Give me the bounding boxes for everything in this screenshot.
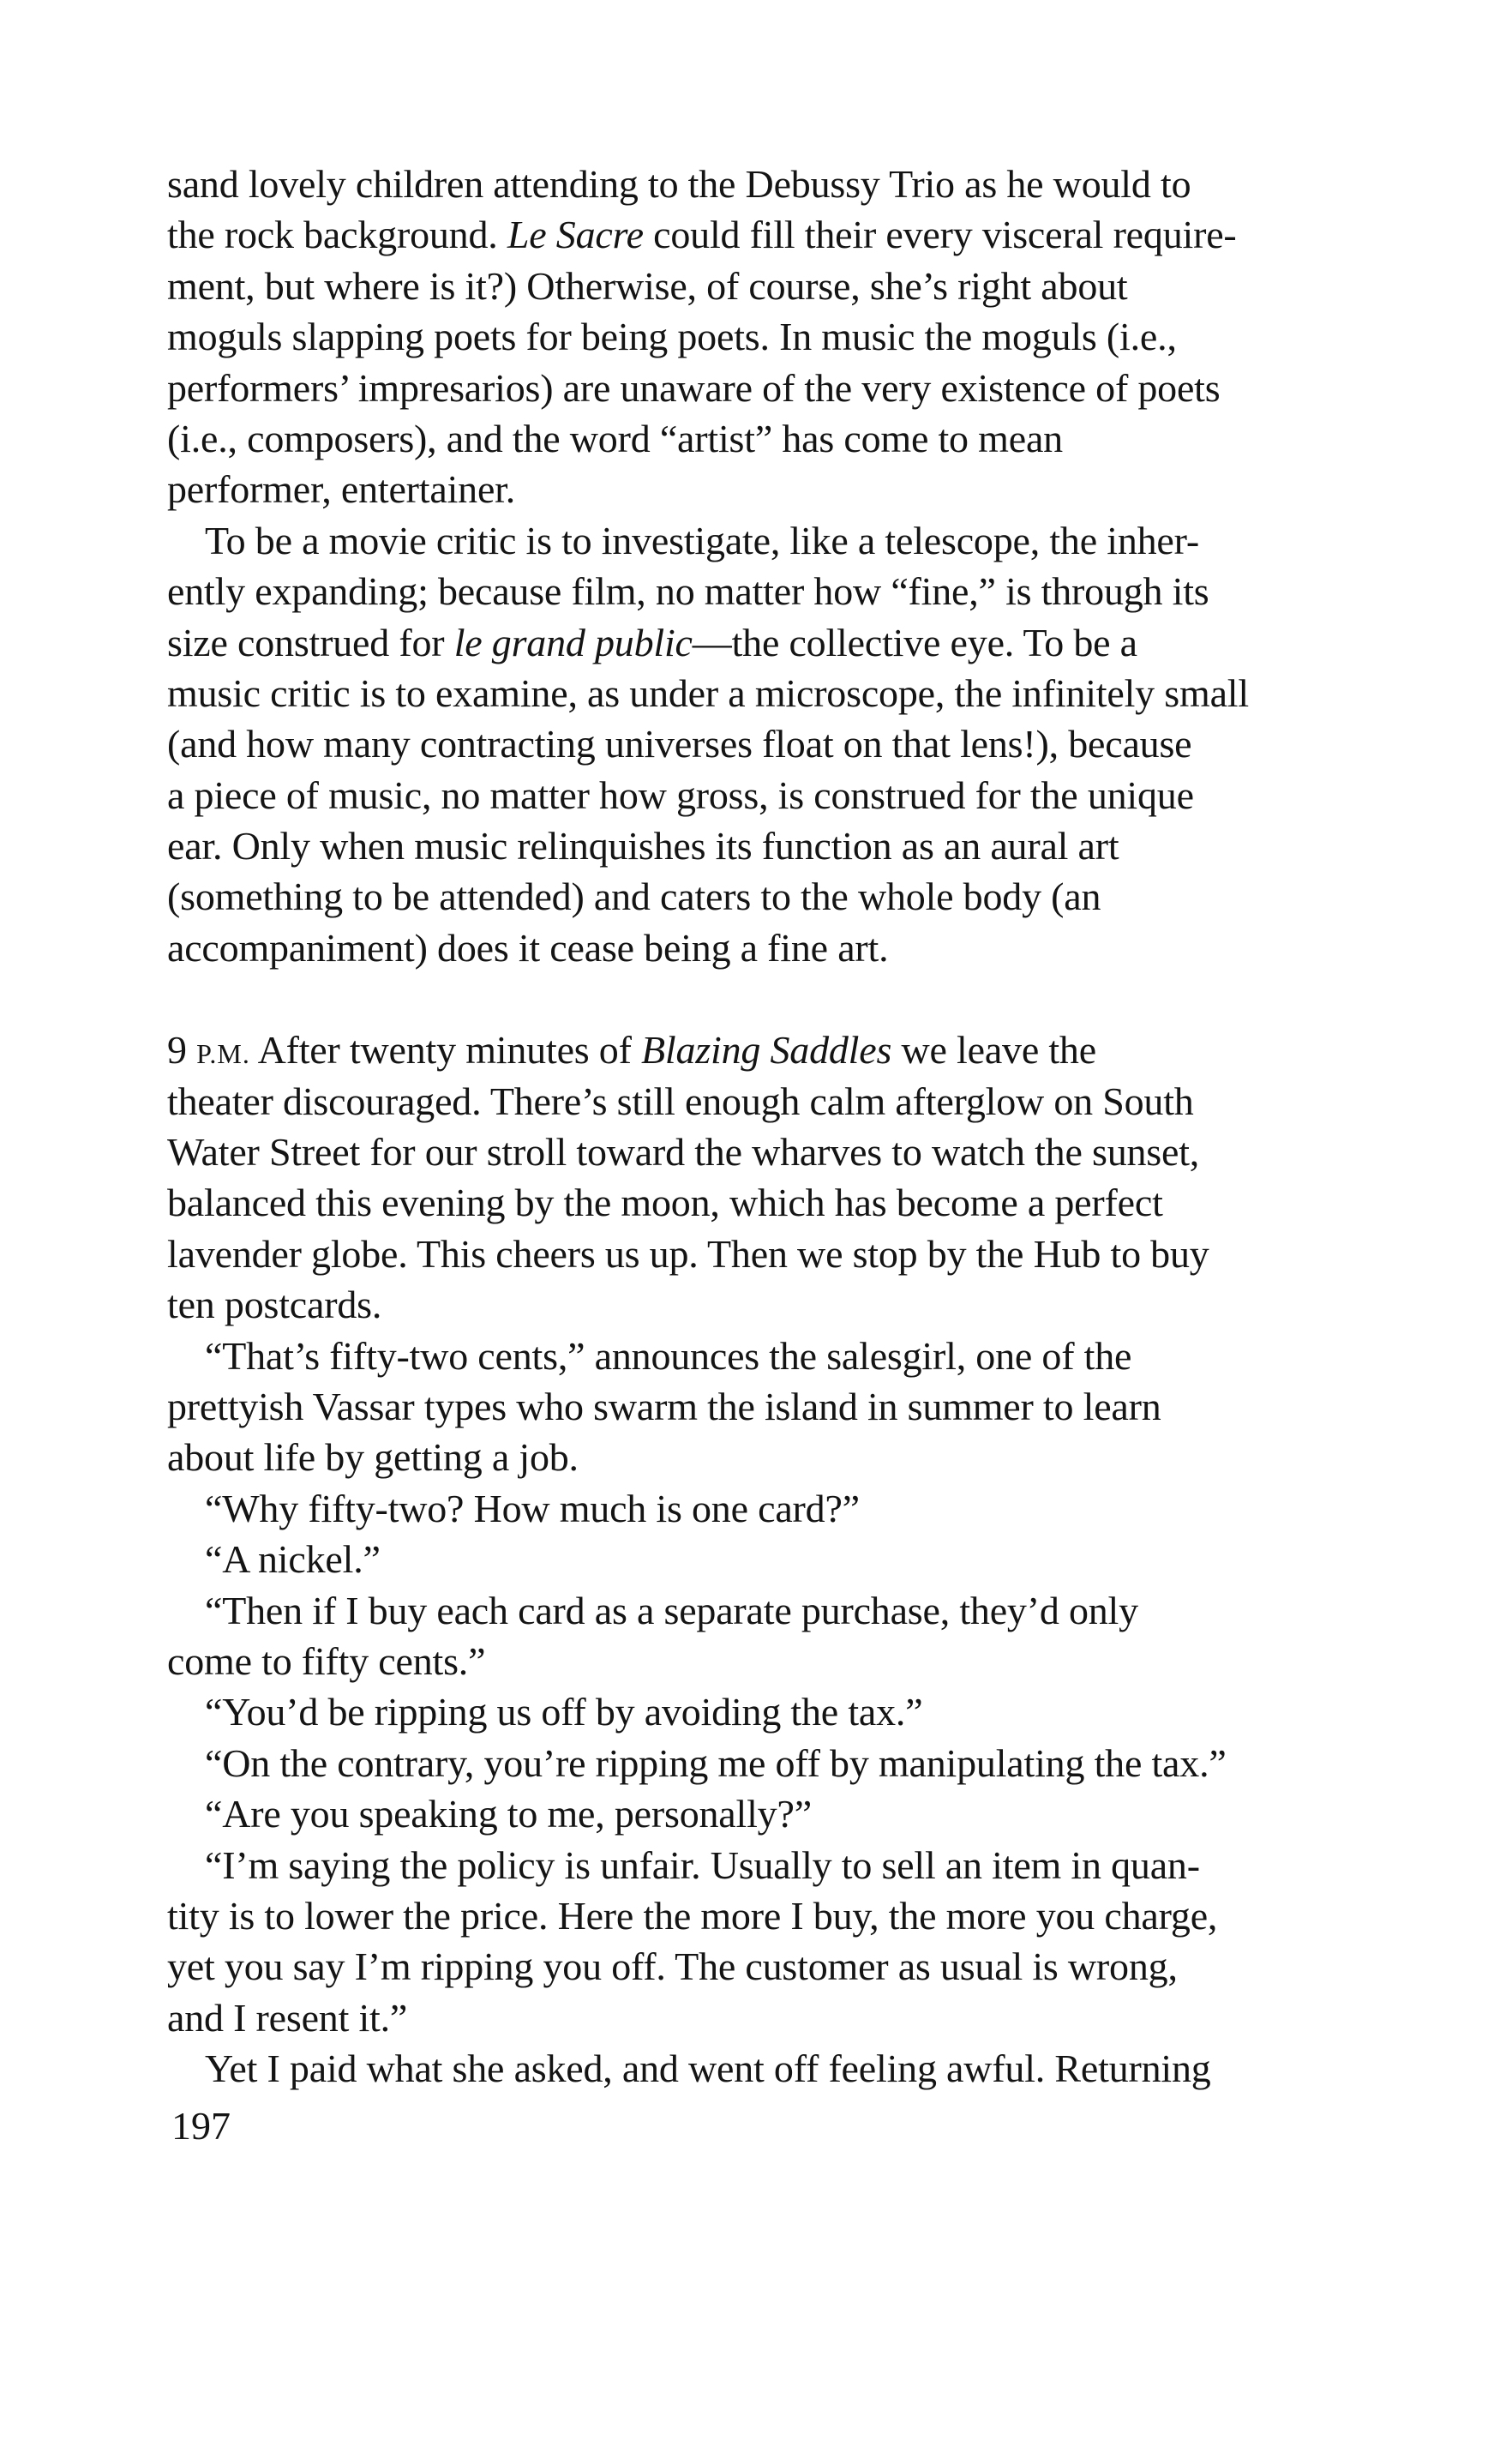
italic-title: Blazing Saddles bbox=[641, 1028, 892, 1073]
dialogue bbox=[167, 1331, 1333, 2094]
text-line: To be a movie critic is to investigate, like a telescope, the inher- bbox=[205, 518, 1199, 562]
text-span: the rock background. bbox=[167, 213, 507, 257]
text-line: ear. Only when music relinquishes its function as an aural art bbox=[167, 824, 1119, 868]
paragraph-1 bbox=[167, 159, 1333, 515]
page-body bbox=[167, 159, 1333, 2094]
italic-phrase: le grand public bbox=[453, 620, 693, 664]
text-line: “You’d be ripping us off by avoiding the tax.” bbox=[205, 1690, 923, 1734]
text-span: After twenty minutes of bbox=[249, 1028, 642, 1073]
text-line: “Why fifty-two? How much is one card?” bbox=[205, 1486, 860, 1530]
time-small-caps: P.M. bbox=[196, 1038, 250, 1070]
text-line: tity is to lower the price. Here the more I buy, the more you charge, bbox=[167, 1893, 1218, 1938]
text-line bbox=[167, 1025, 1333, 1075]
text-span: could fill their every visceral require- bbox=[643, 213, 1237, 257]
text-line: (something to be attended) and caters to the whole body (an bbox=[167, 874, 1101, 919]
text-span: we leave the bbox=[891, 1028, 1096, 1073]
text-line: lavender globe. This cheers us up. Then we stop by the Hub to buy bbox=[167, 1231, 1209, 1276]
text-line: (and how many contracting universes float on that lens!), because bbox=[167, 722, 1192, 766]
text-line: yet you say I’m ripping you off. The customer as usual is wrong, bbox=[167, 1944, 1178, 1989]
text-line: ently expanding; because film, no matter how “fine,” is through its bbox=[167, 569, 1209, 614]
paragraph-2 bbox=[167, 515, 1333, 974]
text-line bbox=[167, 617, 1333, 668]
text-line: ten postcards. bbox=[167, 1283, 382, 1327]
section-break bbox=[167, 973, 1333, 1025]
text-line: performer, entertainer. bbox=[167, 467, 516, 512]
page-number: 197 bbox=[171, 2104, 231, 2148]
paragraph-3 bbox=[167, 1025, 1333, 1330]
text-line: “On the contrary, you’re ripping me off by manipulating the tax.” bbox=[205, 1740, 1227, 1785]
text-line: about life by getting a job. bbox=[167, 1435, 579, 1480]
text-line: “A nickel.” bbox=[205, 1537, 381, 1582]
text-line: moguls slapping poets for being poets. In music the moguls (i.e., bbox=[167, 315, 1177, 359]
text-line: music critic is to examine, as under a microscope, the infinitely small bbox=[167, 670, 1249, 715]
text-line: prettyish Vassar types who swarm the island in summer to learn bbox=[167, 1384, 1161, 1428]
text-line: accompaniment) does it cease being a fine art. bbox=[167, 925, 889, 970]
text-line: Water Street for our stroll toward the wharves to watch the sunset, bbox=[167, 1130, 1200, 1175]
text-span: —the collective eye. To be a bbox=[692, 620, 1137, 664]
text-line: (i.e., composers), and the word “artist” has come to mean bbox=[167, 416, 1063, 460]
text-span: size construed for bbox=[167, 620, 454, 664]
text-line: theater discouraged. There’s still enough calm afterglow on South bbox=[167, 1079, 1194, 1123]
text-line: performers’ impresarios) are unaware of the very existence of poets bbox=[167, 365, 1221, 410]
text-line bbox=[167, 209, 1333, 260]
text-line: Yet I paid what she asked, and went off feeling awful. Returning bbox=[205, 2046, 1211, 2091]
text-line: sand lovely children attending to the Debussy Trio as he would to bbox=[167, 162, 1191, 206]
text-line: balanced this evening by the moon, which has become a perfect bbox=[167, 1181, 1163, 1225]
text-line: “That’s fifty-two cents,” announces the salesgirl, one of the bbox=[205, 1333, 1132, 1378]
text-line: “Then if I buy each card as a separate purchase, they’d only bbox=[205, 1588, 1138, 1632]
text-line: a piece of music, no matter how gross, is construed for the unique bbox=[167, 772, 1194, 817]
text-line: “I’m saying the policy is unfair. Usually to sell an item in quan- bbox=[205, 1842, 1200, 1887]
text-line: “Are you speaking to me, personally?” bbox=[205, 1792, 812, 1836]
text-line: ment, but where is it?) Otherwise, of course, she’s right about bbox=[167, 263, 1128, 308]
italic-title: Le Sacre bbox=[507, 213, 644, 257]
text-line: come to fifty cents.” bbox=[167, 1638, 486, 1683]
text-line: and I resent it.” bbox=[167, 1995, 408, 2040]
time-number: 9 bbox=[167, 1028, 197, 1073]
